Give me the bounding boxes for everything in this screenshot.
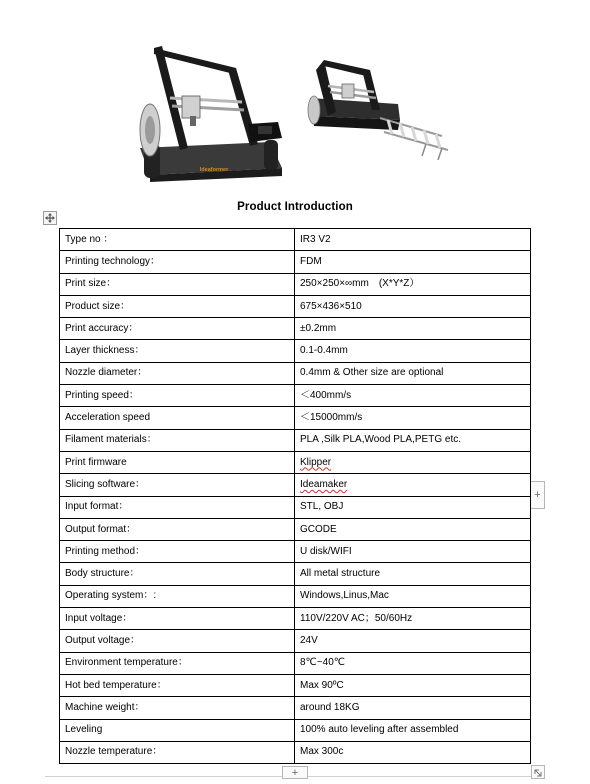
spec-value: 0.1-0.4mm — [295, 340, 531, 362]
table-row — [60, 385, 531, 407]
spec-label: Input format： — [60, 496, 295, 518]
table-row — [60, 652, 531, 674]
spec-label: Nozzle temperature： — [60, 741, 295, 763]
spec-label: Printing technology： — [60, 251, 295, 273]
table-row — [60, 451, 531, 473]
table-row — [60, 496, 531, 518]
spec-label: Acceleration speed — [60, 407, 295, 429]
spec-label: Nozzle diameter： — [60, 362, 295, 384]
spec-value: 100% auto leveling after assembled — [295, 719, 531, 741]
spec-value: 675×436×510 — [295, 295, 531, 317]
spec-label: Print firmware — [60, 451, 295, 473]
table-row — [60, 697, 531, 719]
spec-label: Operating system：: — [60, 585, 295, 607]
table-row — [60, 318, 531, 340]
spec-value: ±0.2mm — [295, 318, 531, 340]
spec-value: All metal structure — [295, 563, 531, 585]
page-title: Product Introduction — [237, 201, 353, 213]
table-row — [60, 674, 531, 696]
table-resize-handle[interactable] — [531, 765, 545, 779]
table-row — [60, 630, 531, 652]
spec-label: Body structure： — [60, 563, 295, 585]
spec-label: Product size： — [60, 295, 295, 317]
spec-label: Output voltage： — [60, 630, 295, 652]
spec-label: Print accuracy： — [60, 318, 295, 340]
spec-label: Layer thickness： — [60, 340, 295, 362]
spec-label: Hot bed temperature： — [60, 674, 295, 696]
table-row — [60, 229, 531, 251]
spec-value: STL, OBJ — [295, 496, 531, 518]
spec-value: GCODE — [295, 518, 531, 540]
spec-label: Printing method： — [60, 541, 295, 563]
spec-value: 0.4mm & Other size are optional — [295, 362, 531, 384]
spec-value: Windows,Linus,Mac — [295, 585, 531, 607]
table-row — [60, 273, 531, 295]
brand-logo: Ideaformer — [199, 167, 229, 173]
spec-label: Output format： — [60, 518, 295, 540]
table-row — [60, 541, 531, 563]
table-row — [60, 563, 531, 585]
move-arrows-icon — [45, 213, 55, 223]
spec-value: U disk/WIFI — [295, 541, 531, 563]
table-row — [60, 518, 531, 540]
add-column-button[interactable]: + — [531, 481, 545, 509]
spec-label: Input voltage： — [60, 608, 295, 630]
spellcheck-word: Klipper — [300, 456, 332, 468]
table-row — [60, 340, 531, 362]
spec-value: PLA ,Silk PLA,Wood PLA,PETG etc. — [295, 429, 531, 451]
table-row — [60, 429, 531, 451]
table-row — [60, 407, 531, 429]
table-row — [60, 608, 531, 630]
table-row — [60, 474, 531, 496]
resize-icon — [532, 767, 544, 779]
table-row — [60, 362, 531, 384]
spec-label: Slicing software： — [60, 474, 295, 496]
spec-value: 24V — [295, 630, 531, 652]
spec-value: FDM — [295, 251, 531, 273]
spec-label: Type no ： — [60, 229, 295, 251]
table-row — [60, 251, 531, 273]
spec-value — [295, 451, 531, 473]
table-row — [60, 295, 531, 317]
spec-value — [295, 474, 531, 496]
table-row — [60, 741, 531, 763]
spec-value: 8℃~40℃ — [295, 652, 531, 674]
spec-value: 250×250×∞mm (X*Y*Z） — [295, 273, 531, 295]
spec-label: Filament materials： — [60, 429, 295, 451]
spec-table — [59, 228, 531, 764]
spec-value: around 18KG — [295, 697, 531, 719]
table-row — [60, 719, 531, 741]
add-row-button[interactable]: + — [282, 766, 308, 779]
spec-label: Print size： — [60, 273, 295, 295]
spec-value: 110V/220V AC；50/60Hz — [295, 608, 531, 630]
spellcheck-word: Ideamaker — [300, 478, 348, 490]
spec-value: ＜400mm/s — [295, 385, 531, 407]
spec-label: Printing speed： — [60, 385, 295, 407]
spec-value: Max 90ºC — [295, 674, 531, 696]
spec-value: Max 300c — [295, 741, 531, 763]
spec-label: Environment temperature： — [60, 652, 295, 674]
spec-value: ＜15000mm/s — [295, 407, 531, 429]
spec-label: Machine weight： — [60, 697, 295, 719]
spec-value: IR3 V2 — [295, 229, 531, 251]
printer-photo-front — [140, 46, 282, 182]
printer-photo-side — [308, 60, 448, 160]
table-row — [60, 585, 531, 607]
printer-product-images — [130, 40, 455, 190]
table-move-handle[interactable] — [43, 211, 57, 225]
spec-label: Leveling — [60, 719, 295, 741]
